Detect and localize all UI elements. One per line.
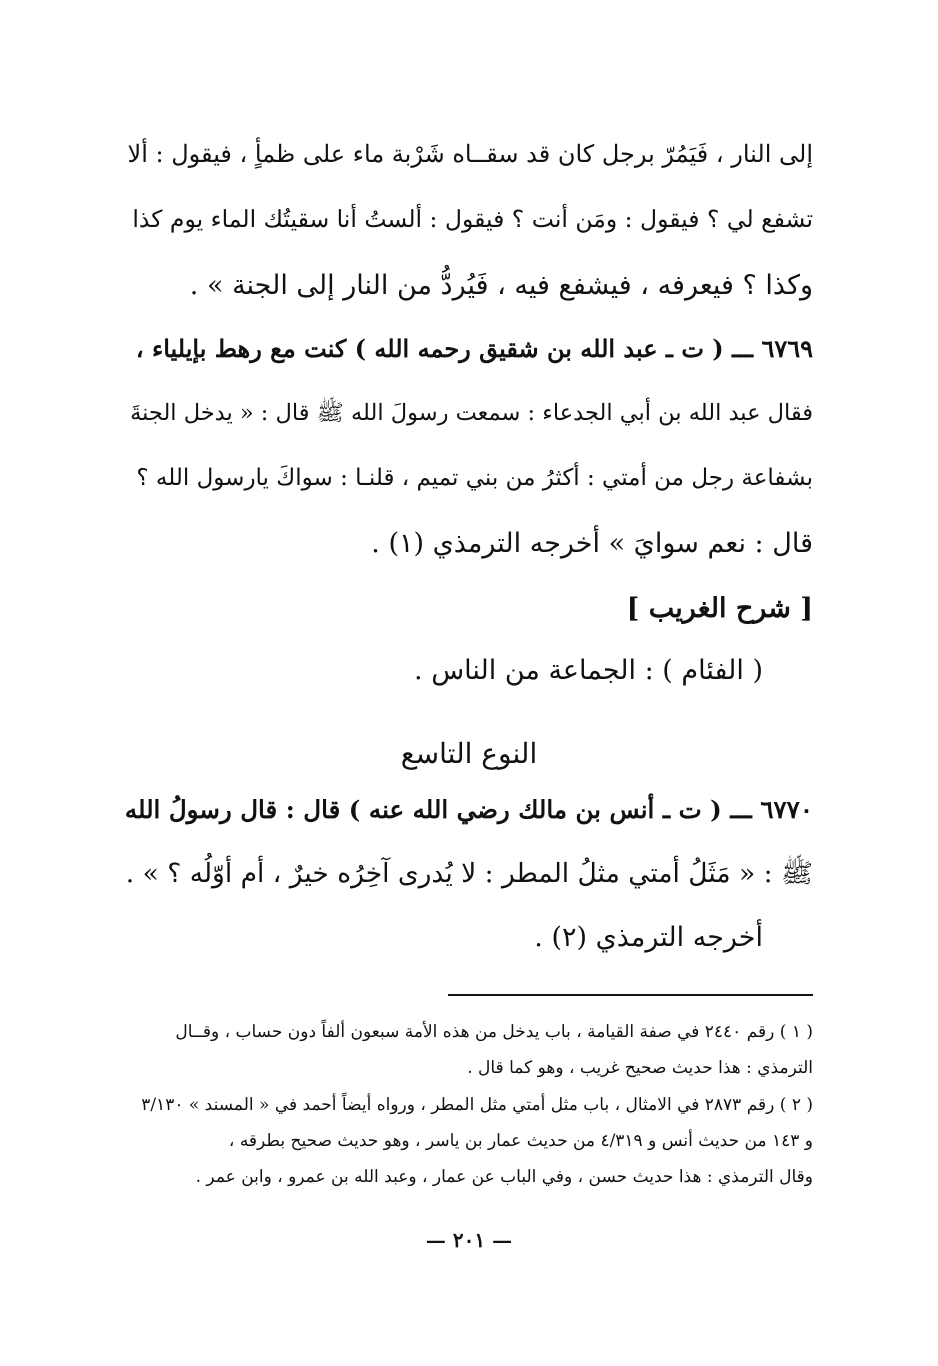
footnote-1-line-1: ( ١ ) رقم ٢٤٤٠ في صفة القيامة ، باب يدخل من هذه الأمة سبعون ألفاً دون حساب ، وقــال xyxy=(175,1022,813,1042)
body-line-3: وكذا ؟ فيعرفه ، فيشفع فيه ، فَيُردُّ من النار إلى الجنة » . xyxy=(189,270,813,301)
footnote-1-line-2: الترمذي : هذا حديث صحيح غريب ، وهو كما قال . xyxy=(467,1058,813,1078)
gharib-heading: [ شرح الغريب ] xyxy=(626,593,813,624)
hadith-6770-line-2: أخرجه الترمذي (٢) . xyxy=(534,922,763,953)
body-line-2: تشفع لي ؟ فيقول : ومَن أنت ؟ فيقول : ألستُ أنا سقيتُك الماء يوم كذا xyxy=(132,205,813,233)
hadith-6770-lead: ٦٧٧٠ ـــ ( ت ـ أنس بن مالك رضي الله عنه ) قال : قال رسولُ الله xyxy=(124,795,813,824)
footnote-divider xyxy=(448,994,813,996)
footnote-2-line-3: وقال الترمذي : هذا حديث حسن ، وفي الباب عن عمار ، وعبد الله بن عمرو ، وابن عمر . xyxy=(195,1167,813,1187)
body-line-1: إلى النار ، فَيَمُرّ برجل كان قد سقــاه شَرْبة ماء على ظمأٍ ، فيقول : ألا xyxy=(127,140,813,168)
gharib-definition: ( الفئام ) : الجماعة من الناس . xyxy=(414,655,763,686)
hadith-6769-line-3: قال : نعم سوايَ » أخرجه الترمذي (١) . xyxy=(371,528,813,559)
section-heading: النوع التاسع xyxy=(400,737,538,770)
page-number: — ٢٠١ — xyxy=(425,1228,513,1252)
hadith-6769-lead: ٦٧٦٩ ـــ ( ت ـ عبد الله بن شقيق رحمه الله ) كنت مع رهط بإيلياء ، xyxy=(135,334,813,363)
footnote-2-line-2: و ١٤٣ من حديث أنس و ٤/٣١٩ من حديث عمار بن ياسر ، وهو حديث صحيح بطرقه ، xyxy=(228,1131,813,1151)
hadith-6769-line-2: بشفاعة رجل من أمتي : أكثرُ من بني تميم ، قلنـا : سواكَ يارسول الله ؟ xyxy=(136,465,813,491)
footnote-2-line-1: ( ٢ ) رقم ٢٨٧٣ في الامثال ، باب مثل أمتي مثل المطر ، ورواه أيضاً أحمد في « المسند » ٣/١٣٠ xyxy=(141,1095,813,1115)
hadith-6769-line-1: فقال عبد الله بن أبي الجدعاء : سمعت رسولَ الله ﷺ قال : « يدخل الجنةَ xyxy=(130,400,813,426)
hadith-6770-line-1: ﷺ : « مَثَلُ أمتي مثلُ المطر : لا يُدرى آخِرُه خيرٌ ، أم أوّلُه ؟ » . xyxy=(125,858,813,889)
